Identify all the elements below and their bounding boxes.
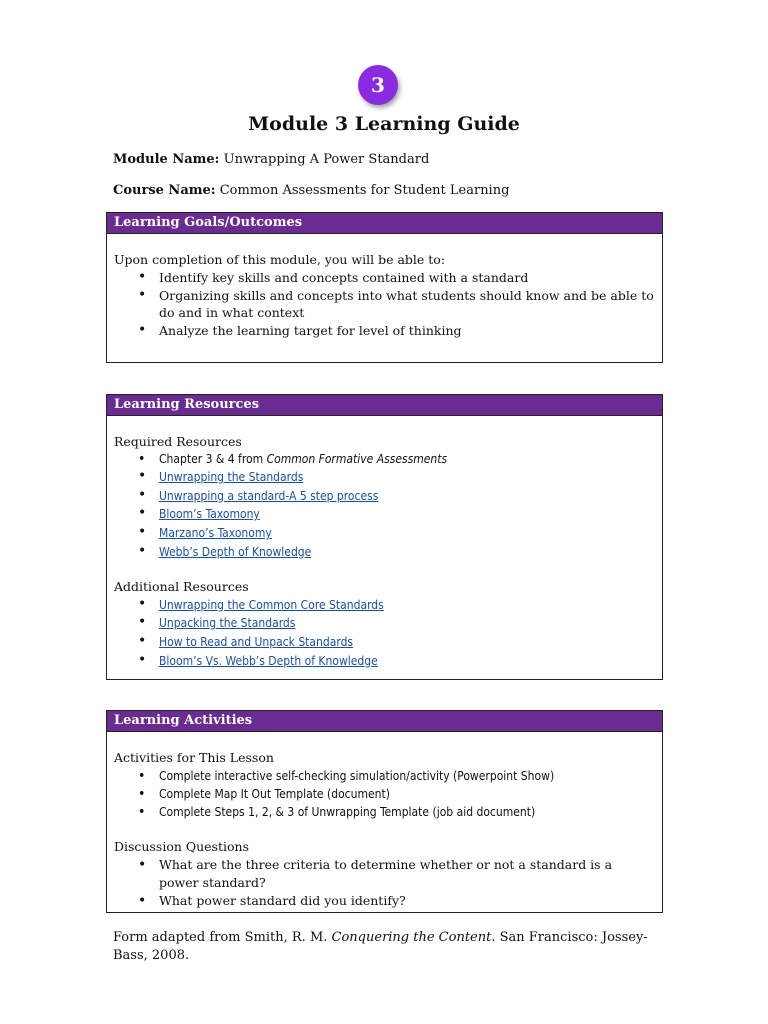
citation-suffix: . San Francisco: Jossey-Bass, 2008. — [113, 930, 648, 963]
learning-activities-box — [106, 710, 663, 913]
link-unwrapping-5-step-process[interactable]: Unwrapping a standard-A 5 step process — [159, 488, 379, 503]
activity-item: • Complete Steps 1, 2, & 3 of Unwrapping Template (job aid document) — [159, 803, 655, 821]
goal-item: • Analyze the learning target for level of thinking — [159, 322, 655, 340]
required-link-item — [159, 505, 655, 524]
link-blooms-vs-webbs[interactable]: Bloom’s Vs. Webb’s Depth of Knowledge — [159, 653, 378, 668]
goal-item: • Organizing skills and concepts into what students should know and be able to do and in what context — [159, 287, 655, 323]
discussion-item: • What are the three criteria to determine whether or not a standard is a power standard? — [159, 856, 615, 892]
learning-resources-box — [106, 394, 663, 680]
additional-link-item — [159, 596, 655, 615]
link-blooms-taxonomy[interactable]: Bloom’s Taxomony — [159, 507, 260, 522]
link-unwrapping-common-core[interactable]: Unwrapping the Common Core Standards — [159, 597, 384, 612]
additional-link-item — [159, 614, 655, 633]
required-link-item — [159, 543, 655, 562]
learning-goals-box — [106, 212, 663, 363]
source-citation — [113, 929, 658, 965]
learning-activities-header: Learning Activities — [107, 711, 662, 732]
link-unwrapping-the-standards[interactable]: Unwrapping the Standards — [159, 470, 304, 485]
link-marzanos-taxonomy[interactable]: Marzano’s Taxonomy — [159, 525, 272, 540]
discussion-item: • What power standard did you identify? — [159, 892, 615, 910]
activities-list — [114, 767, 655, 821]
module-number: 3 — [371, 73, 385, 97]
additional-link-item — [159, 652, 655, 671]
link-unpacking-the-standards[interactable]: Unpacking the Standards — [159, 616, 296, 631]
module-name-line — [113, 152, 429, 167]
discussion-questions-label: Discussion Questions — [114, 839, 249, 854]
chapter-item — [159, 451, 655, 469]
additional-link-item — [159, 633, 655, 652]
required-resources-list — [114, 451, 655, 562]
citation-book-title: Conquering the Content — [331, 930, 492, 945]
link-webbs-depth-of-knowledge[interactable]: Webb’s Depth of Knowledge — [159, 544, 312, 559]
discussion-list — [114, 856, 655, 910]
page-title: Module 3 Learning Guide — [248, 113, 520, 135]
chapter-book-title: Common Formative Assessments — [266, 451, 448, 466]
goals-list — [114, 269, 655, 340]
required-link-item — [159, 487, 655, 506]
additional-resources-list — [114, 596, 655, 670]
activity-item: • Complete interactive self-checking simulation/activity (Powerpoint Show) — [159, 767, 655, 785]
course-name-label: Course Name: — [113, 183, 216, 198]
module-number-badge — [358, 65, 398, 105]
course-name-value: Common Assessments for Student Learning — [219, 183, 510, 198]
required-resources-label: Required Resources — [114, 434, 242, 449]
activity-item: • Complete Map It Out Template (document) — [159, 785, 655, 803]
activities-lesson-label: Activities for This Lesson — [114, 750, 274, 765]
module-name-value: Unwrapping A Power Standard — [223, 152, 430, 167]
link-how-to-read-and-unpack[interactable]: How to Read and Unpack Standards — [159, 634, 354, 649]
required-link-item — [159, 524, 655, 543]
chapter-prefix: Chapter 3 & 4 from — [159, 451, 267, 466]
course-name-line — [113, 183, 509, 198]
learning-goals-header: Learning Goals/Outcomes — [107, 213, 662, 234]
required-link-item — [159, 468, 655, 487]
goal-item: • Identify key skills and concepts contained with a standard — [159, 269, 655, 287]
citation-prefix: Form adapted from Smith, R. M. — [113, 930, 332, 945]
additional-resources-label: Additional Resources — [114, 579, 249, 595]
module-name-label: Module Name: — [113, 152, 220, 167]
learning-resources-header: Learning Resources — [107, 395, 662, 416]
goals-intro: Upon completion of this module, you will be able to: — [114, 252, 446, 267]
